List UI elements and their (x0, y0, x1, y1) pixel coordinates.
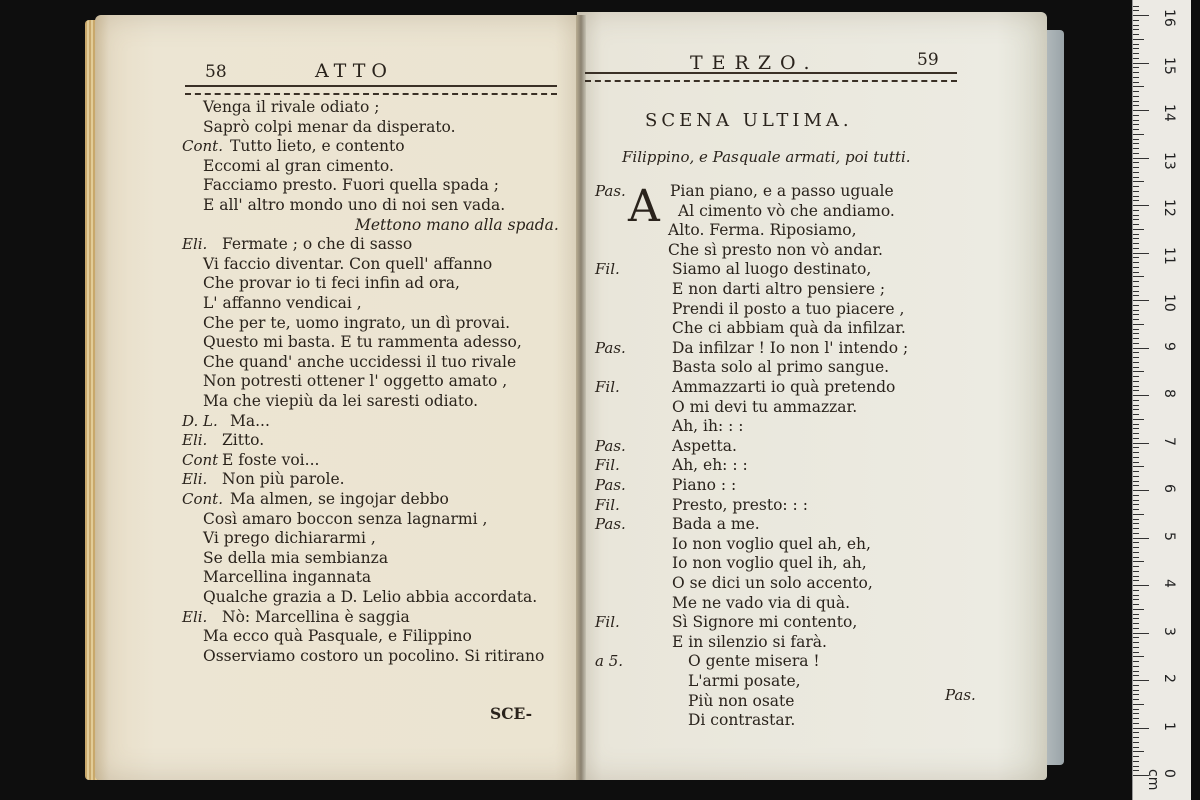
ruler-tick (1133, 86, 1144, 87)
speaker-label: Cont (182, 450, 219, 469)
right-header-rule (585, 72, 957, 82)
ruler-tick (1133, 101, 1139, 102)
speaker-label: Fil. (595, 378, 620, 396)
ruler-label: 1 (1161, 721, 1177, 731)
ruler-tick (1133, 409, 1139, 410)
verse-line: Se della mia sembianza (203, 548, 389, 567)
ruler-tick (1133, 120, 1139, 121)
verse-line: Ma almen, se ingojar debbo (230, 490, 449, 508)
ruler-tick (1133, 72, 1139, 73)
ruler-tick (1133, 63, 1149, 64)
ruler-tick (1133, 48, 1139, 49)
speaker-label: Pas. (595, 476, 626, 494)
verse-line: E all' altro mondo uno di noi sen vada. (203, 196, 506, 214)
ruler-tick (1133, 656, 1144, 657)
ruler-tick (1133, 595, 1139, 596)
ruler-tick (1133, 476, 1139, 477)
ruler-tick (1133, 718, 1139, 719)
ruler-tick (1133, 519, 1139, 520)
ruler-tick (1133, 91, 1139, 92)
ruler-tick (1133, 604, 1139, 605)
verse-line: O se dici un solo accento, (672, 574, 873, 592)
verse-line: Marcellina ingannata (203, 568, 372, 587)
ruler-tick (1133, 338, 1139, 339)
ruler-tick (1133, 675, 1139, 676)
ruler-tick (1133, 153, 1139, 154)
left-header-rule (185, 85, 557, 95)
ruler-tick (1133, 419, 1144, 420)
right-catchword: Pas. (945, 686, 976, 704)
ruler-tick (1133, 723, 1139, 724)
ruler-label: 8 (1161, 389, 1177, 398)
verse-line: Bada a me. (672, 515, 760, 534)
ruler-tick (1133, 286, 1139, 287)
ruler-tick (1133, 300, 1149, 301)
verse-line: Qualche grazia a D. Lelio abbia accordata. (203, 588, 538, 606)
ruler-tick (1133, 333, 1139, 334)
ruler-label: 3 (1161, 626, 1177, 636)
verse-line: Questo mi basta. E tu rammenta adesso, (203, 333, 522, 352)
ruler-label: 2 (1161, 674, 1177, 683)
ruler-tick (1133, 424, 1139, 425)
ruler-tick (1133, 291, 1139, 292)
ruler-tick (1133, 390, 1139, 391)
ruler-tick (1133, 666, 1139, 667)
ruler-label: 6 (1161, 484, 1177, 493)
ruler-tick (1133, 452, 1139, 453)
ruler-tick (1133, 756, 1139, 757)
ruler-tick (1133, 457, 1139, 458)
ruler-tick (1133, 633, 1149, 634)
verse-line: Saprò colpi menar da disperato. (203, 117, 456, 136)
verse-line: Vi prego dichiararmi , (203, 529, 376, 548)
verse-line: Me ne vado via di quà. (672, 593, 850, 612)
speaker-label: Cont. (182, 137, 223, 156)
verse-line: O mi devi tu ammazzar. (672, 397, 858, 416)
verse-line: Che per te, uomo ingrato, un dì provai. (203, 313, 511, 332)
ruler-tick (1133, 504, 1139, 505)
speaker-label: Eli. (182, 235, 208, 254)
ruler-tick (1133, 167, 1139, 168)
ruler-tick (1133, 414, 1139, 415)
ruler-tick (1133, 642, 1139, 643)
ruler-tick (1133, 609, 1144, 610)
ruler-tick (1133, 538, 1149, 539)
ruler-tick (1133, 523, 1139, 524)
verse-line: Non più parole. (222, 470, 345, 489)
verse-line: Così amaro boccon senza lagnarmi , (203, 509, 488, 528)
verse-line: Aspetta. (672, 436, 737, 455)
verse-line: Venga il rivale odiato ; (203, 98, 380, 116)
ruler-tick (1133, 105, 1139, 106)
ruler-tick (1133, 177, 1139, 178)
speaker-label: Pas. (595, 515, 626, 534)
speaker-label: Fil. (595, 456, 620, 475)
ruler-tick (1133, 761, 1139, 762)
verse-line: Sì Signore mi contento, (672, 613, 858, 632)
ruler-tick (1133, 732, 1139, 733)
ruler-tick (1133, 34, 1139, 35)
verse-line: Io non voglio quel ah, eh, (672, 534, 871, 553)
ruler-tick (1133, 557, 1139, 558)
verse-line: Piano : : (672, 476, 737, 494)
ruler-tick (1133, 628, 1139, 629)
ruler-tick (1133, 20, 1139, 21)
ruler-tick (1133, 500, 1139, 501)
ruler-tick (1133, 585, 1149, 586)
left-page-number: 58 (205, 62, 227, 82)
ruler-tick (1133, 191, 1139, 192)
speaker-label: Pas. (595, 338, 626, 357)
ruler-tick (1133, 229, 1144, 230)
ruler-tick (1133, 67, 1139, 68)
ruler-tick (1133, 770, 1139, 771)
ruler-tick (1133, 528, 1139, 529)
ruler-tick (1133, 433, 1139, 434)
ruler-tick (1133, 158, 1149, 159)
ruler-tick (1133, 25, 1139, 26)
ruler-tick (1133, 533, 1139, 534)
ruler-tick (1133, 367, 1139, 368)
ruler-tick (1133, 713, 1139, 714)
verse-line: L'armi posate, (688, 672, 801, 690)
ruler-tick (1133, 210, 1139, 211)
ruler-tick (1133, 614, 1139, 615)
verse-line: Mettono mano alla spada. (355, 215, 559, 234)
ruler-tick (1133, 352, 1139, 353)
ruler-tick (1133, 751, 1144, 752)
speaker-label: D. L. (182, 411, 218, 430)
ruler-label: 13 (1161, 151, 1177, 170)
ruler-tick (1133, 186, 1139, 187)
verse-line: L' affanno vendicai , (203, 294, 362, 312)
verse-line: Al cimento vò che andiamo. (678, 201, 895, 220)
ruler-tick (1133, 395, 1149, 396)
ruler-tick (1133, 15, 1149, 16)
speaker-label: Pas. (595, 182, 626, 200)
ruler-tick (1133, 343, 1139, 344)
ruler-tick (1133, 580, 1139, 581)
ruler-tick (1133, 371, 1144, 372)
ruler-tick (1133, 172, 1139, 173)
ruler-tick (1133, 443, 1149, 444)
ruler-tick (1133, 438, 1139, 439)
ruler-tick (1133, 571, 1139, 572)
verse-line: Ah, ih: : : (672, 417, 744, 436)
ruler-tick (1133, 647, 1139, 648)
ruler-tick (1133, 314, 1139, 315)
verse-line: Ah, eh: : : (672, 456, 748, 475)
ruler-tick (1133, 181, 1144, 182)
ruler-tick (1133, 618, 1139, 619)
ruler-tick (1133, 29, 1139, 30)
verse-line: Non potresti ottener l' oggetto amato , (203, 372, 508, 391)
ruler-tick (1133, 82, 1139, 83)
ruler-tick (1133, 267, 1139, 268)
speaker-label: Cont. (182, 490, 223, 508)
ruler-label: 9 (1161, 341, 1177, 351)
ruler-tick (1133, 6, 1139, 7)
ruler-tick (1133, 362, 1139, 363)
ruler-tick (1133, 652, 1139, 653)
ruler-tick (1133, 547, 1139, 548)
ruler-tick (1133, 742, 1139, 743)
ruler-label: 5 (1161, 531, 1177, 541)
ruler-tick (1133, 115, 1139, 116)
verse-line: Eccomi al gran cimento. (203, 156, 394, 175)
ruler-tick (1133, 329, 1139, 330)
ruler-tick (1133, 428, 1139, 429)
stage-direction: Filippino, e Pasquale armati, poi tutti. (622, 148, 911, 166)
ruler-tick (1133, 238, 1139, 239)
ruler-tick (1133, 490, 1149, 491)
ruler-tick (1133, 685, 1139, 686)
measuring-ruler (1132, 0, 1191, 800)
speaker-label: Eli. (182, 607, 208, 626)
ruler-tick (1133, 348, 1149, 349)
ruler-tick (1133, 386, 1139, 387)
ruler-tick (1133, 694, 1139, 695)
right-running-head: TERZO. (690, 52, 819, 74)
ruler-tick (1133, 405, 1139, 406)
verse-line: Di contrastar. (688, 711, 796, 730)
book-gutter (576, 15, 586, 780)
verse-line: Vi faccio diventar. Con quell' affanno (203, 254, 493, 273)
ruler-tick (1133, 77, 1139, 78)
verse-line: Io non voglio quel ih, ah, (672, 554, 867, 573)
ruler-tick (1133, 200, 1139, 201)
ruler-tick (1133, 205, 1149, 206)
speaker-label: Eli. (182, 470, 208, 489)
ruler-label: 0 cm (1145, 769, 1177, 791)
ruler-tick (1133, 224, 1139, 225)
speaker-label: Fil. (595, 495, 620, 514)
ruler-tick (1133, 96, 1139, 97)
scene-title: SCENA ULTIMA. (645, 110, 853, 131)
ruler-tick (1133, 148, 1139, 149)
verse-line: Che provar io ti feci infin ad ora, (203, 274, 460, 293)
ruler-tick (1133, 471, 1139, 472)
verse-line: Fermate ; o che di sasso (222, 235, 413, 254)
ruler-tick (1133, 215, 1139, 216)
ruler-tick (1133, 376, 1139, 377)
ruler-tick (1133, 143, 1139, 144)
ruler-tick (1133, 305, 1139, 306)
ruler-tick (1133, 234, 1139, 235)
ruler-tick (1133, 462, 1139, 463)
ruler-tick (1133, 196, 1139, 197)
verse-line: E non darti altro pensiere ; (672, 280, 886, 298)
verse-line: Ma ecco quà Pasquale, e Filippino (203, 627, 472, 646)
ruler-tick (1133, 623, 1139, 624)
verse-line: Presto, presto: : : (672, 495, 808, 514)
ruler-tick (1133, 542, 1139, 543)
speaker-label: Fil. (595, 260, 620, 279)
ruler-tick (1133, 699, 1139, 700)
verse-line: E foste voi... (222, 450, 320, 469)
verse-line: E in silenzio si farà. (672, 632, 827, 651)
left-catchword: SCE- (490, 704, 533, 723)
verse-line: Ma che viepiù da lei saresti odiato. (203, 392, 479, 410)
ruler-tick (1133, 319, 1139, 320)
ruler-tick (1133, 690, 1139, 691)
ruler-tick (1133, 253, 1149, 254)
ruler-tick (1133, 671, 1139, 672)
ruler-tick (1133, 310, 1139, 311)
ruler-tick (1133, 248, 1139, 249)
ruler-tick (1133, 552, 1139, 553)
ruler-tick (1133, 58, 1139, 59)
ruler-tick (1133, 295, 1139, 296)
ruler-tick (1133, 495, 1139, 496)
ruler-tick (1133, 737, 1139, 738)
speaker-label: a 5. (595, 652, 624, 671)
ruler-tick (1133, 219, 1139, 220)
ruler-tick (1133, 561, 1144, 562)
verse-line: Siamo al luogo destinato, (672, 260, 872, 279)
verse-line: Da infilzar ! Io non l' intendo ; (672, 338, 909, 357)
ruler-tick (1133, 281, 1139, 282)
ruler-tick (1133, 599, 1139, 600)
ruler-tick (1133, 566, 1139, 567)
ruler-tick (1133, 766, 1139, 767)
verse-line: Che ci abbiam quà da infilzar. (672, 319, 906, 338)
ruler-tick (1133, 661, 1139, 662)
ruler-tick (1133, 272, 1139, 273)
ruler-tick (1133, 162, 1139, 163)
ruler-tick (1133, 110, 1149, 111)
ruler-label: 10 (1161, 294, 1177, 312)
verse-line: Tutto lieto, e contento (230, 137, 405, 156)
ruler-tick (1133, 590, 1139, 591)
ruler-label: 4 (1161, 579, 1177, 588)
ruler-tick (1133, 514, 1144, 515)
verse-line: Che sì presto non vò andar. (668, 240, 883, 259)
ruler-tick (1133, 485, 1139, 486)
ruler-tick (1133, 324, 1144, 325)
ruler-tick (1133, 44, 1139, 45)
verse-line: Alto. Ferma. Riposiamo, (668, 221, 857, 240)
verse-line: Più non osate (688, 691, 795, 710)
speaker-label: Fil. (595, 613, 620, 632)
ruler-tick (1133, 134, 1144, 135)
verse-line: Ammazzarti io quà pretendo (672, 378, 896, 396)
ruler-tick (1133, 381, 1139, 382)
ruler-label: 16 (1161, 9, 1177, 27)
verse-line: Facciamo presto. Fuori quella spada ; (203, 176, 500, 195)
ruler-tick (1133, 509, 1139, 510)
verse-line: O gente misera ! (688, 652, 820, 671)
left-running-head: ATTO (315, 60, 393, 82)
ruler-tick (1133, 257, 1139, 258)
verse-line: Zitto. (222, 431, 265, 450)
ruler-tick (1133, 747, 1139, 748)
ruler-tick (1133, 466, 1144, 467)
verse-line: Ma... (230, 411, 270, 430)
right-page-number: 59 (917, 50, 939, 70)
ruler-tick (1133, 262, 1139, 263)
ruler-tick (1133, 276, 1144, 277)
ruler-tick (1133, 637, 1139, 638)
ruler-tick (1133, 39, 1144, 40)
ruler-label: 14 (1161, 104, 1177, 122)
ruler-tick (1133, 139, 1139, 140)
ruler-tick (1133, 704, 1144, 705)
ruler-label: 11 (1161, 246, 1177, 265)
ruler-tick (1133, 53, 1139, 54)
ruler-label: 12 (1161, 199, 1177, 217)
ruler-tick (1133, 400, 1139, 401)
ruler-tick (1133, 680, 1149, 681)
verse-line: Osserviamo costoro un pocolino. Si ritirano (203, 646, 545, 665)
ruler-tick (1133, 243, 1139, 244)
ruler-tick (1133, 709, 1139, 710)
ruler-tick (1133, 124, 1139, 125)
ruler-tick (1133, 728, 1149, 729)
ruler-label: 15 (1161, 56, 1177, 75)
speaker-label: Eli. (182, 431, 208, 450)
ruler-tick (1133, 576, 1139, 577)
verse-line: Pian piano, e a passo uguale (670, 182, 894, 200)
verse-line: Prendi il posto a tuo piacere , (672, 299, 905, 318)
ruler-tick (1133, 129, 1139, 130)
ruler-tick (1133, 357, 1139, 358)
verse-line: Nò: Marcellina è saggia (222, 607, 410, 626)
ruler-tick (1133, 447, 1139, 448)
ruler-tick (1133, 481, 1139, 482)
speaker-label: Pas. (595, 436, 626, 455)
drop-cap: A (628, 181, 660, 232)
ruler-label: 7 (1161, 436, 1177, 446)
verse-line: Che quand' anche uccidessi il tuo rivale (203, 352, 517, 371)
ruler-tick (1133, 10, 1139, 11)
verse-line: Basta solo al primo sangue. (672, 358, 890, 377)
